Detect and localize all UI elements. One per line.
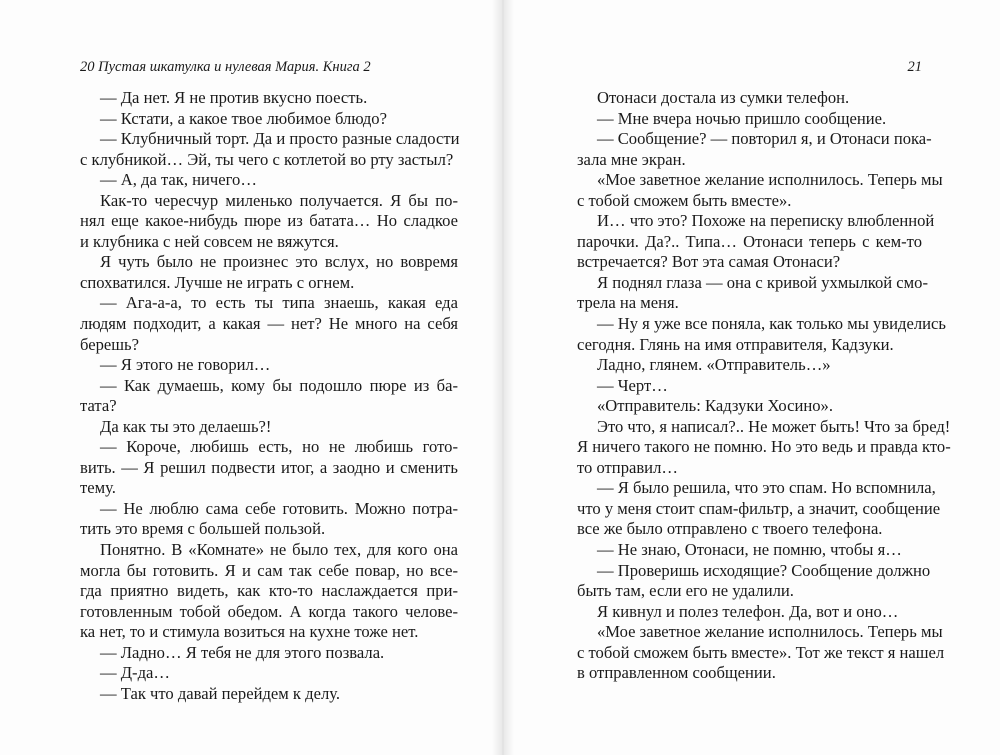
text-line: Да как ты это делаешь?!	[100, 416, 272, 436]
text-line: с тобой сможем быть вместе». Тот же текст я нашел	[577, 642, 945, 662]
text-line: тему.	[80, 478, 116, 498]
text-line: встречается? Вот эта самая Отонаси?	[577, 252, 841, 272]
text-line: все же было отправлено с твоего телефона.	[577, 519, 883, 539]
text-line: — Ладно… Я тебя не для этого позвала.	[100, 642, 385, 662]
text-line: — Не знаю, Отонаси, не помню, чтобы я…	[597, 540, 902, 560]
right-page-number: 21	[907, 59, 922, 75]
text-line: тить это время с большей пользой.	[80, 519, 326, 539]
text-line: — Проверишь исходящие? Сообщение должно	[597, 560, 931, 580]
text-line: Ладно, глянем. «Отправитель…»	[597, 355, 831, 375]
text-line: Это что, я написал?.. Не может быть! Что за бред!	[597, 416, 951, 436]
text-line: — Я было решила, что это спам. Но вспомнила,	[597, 478, 936, 498]
text-line: Я ничего такого не помню. Но это ведь и правда кто-	[577, 437, 951, 457]
text-line: с тобой сможем быть вместе».	[577, 190, 792, 210]
text-line: то отправил…	[577, 457, 678, 477]
text-line: — Клубничный торт. Да и просто разные сладости	[100, 129, 460, 149]
text-line: Я кивнул и полез телефон. Да, вот и оно…	[597, 601, 899, 621]
text-line: берешь?	[80, 334, 139, 354]
text-line: ка нет, то и стимула возиться на кухне тоже нет.	[80, 622, 419, 642]
text-line: Я поднял глаза — она с кривой ухмылкой смо-	[597, 272, 928, 292]
text-line: — Да нет. Я не против вкусно поесть.	[100, 88, 368, 107]
text-line: — Ага-а-а, то есть ты типа знаешь, какая еда	[100, 293, 458, 313]
text-line: могла бы готовить. Я и сам так себе повар, но все-	[80, 560, 458, 580]
text-line: гда приятно видеть, как кто-то наслаждается при-	[80, 581, 458, 601]
text-line: нял еще какое-нибудь пюре из батата… Но сладкое	[80, 211, 458, 231]
text-line: Понятно. В «Комнате» не было тех, для кого она	[100, 540, 458, 560]
text-line: — А, да так, ничего…	[100, 170, 257, 190]
text-line: что у меня стоит спам-фильтр, а значит, сообщение	[577, 498, 941, 518]
text-line: зала мне экран.	[577, 149, 686, 169]
text-line: спохватился. Лучше не играть с огнем.	[80, 272, 355, 292]
text-line: Я чуть было не произнес это вслух, но вовремя	[100, 252, 458, 272]
left-page-text	[80, 88, 458, 704]
text-line: — Мне вчера ночью пришло сообщение.	[597, 108, 887, 128]
text-line: вить. — Я решил подвести итог, а заодно и сменить	[80, 457, 458, 477]
book-gutter	[492, 0, 514, 755]
text-line: — Так что давай перейдем к делу.	[100, 683, 341, 703]
text-line: — Сообщение? — повторил я, и Отонаси пока-	[597, 129, 932, 149]
text-line: сегодня. Глянь на имя отправителя, Кадзуки.	[577, 334, 894, 354]
text-line: трела на меня.	[577, 293, 679, 313]
text-line: «Мое заветное желание исполнилось. Теперь мы	[597, 622, 943, 642]
text-line: И… что это? Похоже на переписку влюбленной	[597, 211, 935, 231]
text-line: в отправленном сообщении.	[577, 663, 776, 683]
text-line: — Ну я уже все поняла, как только мы увиделись	[597, 314, 946, 334]
text-line: — Черт…	[597, 375, 668, 395]
text-line: быть там, если его не удалили.	[577, 581, 794, 601]
text-line: «Мое заветное желание исполнилось. Теперь мы	[597, 170, 943, 190]
text-line: тата?	[80, 396, 117, 416]
text-line: — Как думаешь, кому бы подошло пюре из ба-	[100, 375, 458, 395]
right-page-text	[577, 88, 951, 684]
text-line: — Я этого не говорил…	[100, 355, 271, 375]
text-line: Отонаси достала из сумки телефон.	[597, 88, 850, 107]
text-line: с клубникой… Эй, ты чего с котлетой во рту застыл?	[80, 149, 454, 169]
text-line: — Не люблю сама себе готовить. Можно потра-	[100, 498, 458, 518]
left-page-header: 20 Пустая шкатулка и нулевая Мария. Книга 2	[80, 59, 371, 75]
text-line: готовленным тобой обедом. А когда такого челове-	[80, 601, 458, 621]
text-line: — Кстати, а какое твое любимое блюдо?	[100, 108, 387, 128]
text-line: — Д-да…	[100, 663, 170, 683]
text-line: — Короче, любишь есть, но не любишь гото-	[100, 437, 458, 457]
text-line: людям подходит, а какая — нет? Не много на себя	[80, 314, 458, 334]
text-line: Как-то чересчур миленько получается. Я бы по-	[100, 190, 458, 210]
text-line: «Отправитель: Кадзуки Хосино».	[597, 396, 833, 416]
text-line: и клубника с ней совсем не вяжутся.	[80, 231, 339, 251]
text-line: парочки. Да?.. Типа… Отонаси теперь с кем-то	[577, 231, 922, 251]
